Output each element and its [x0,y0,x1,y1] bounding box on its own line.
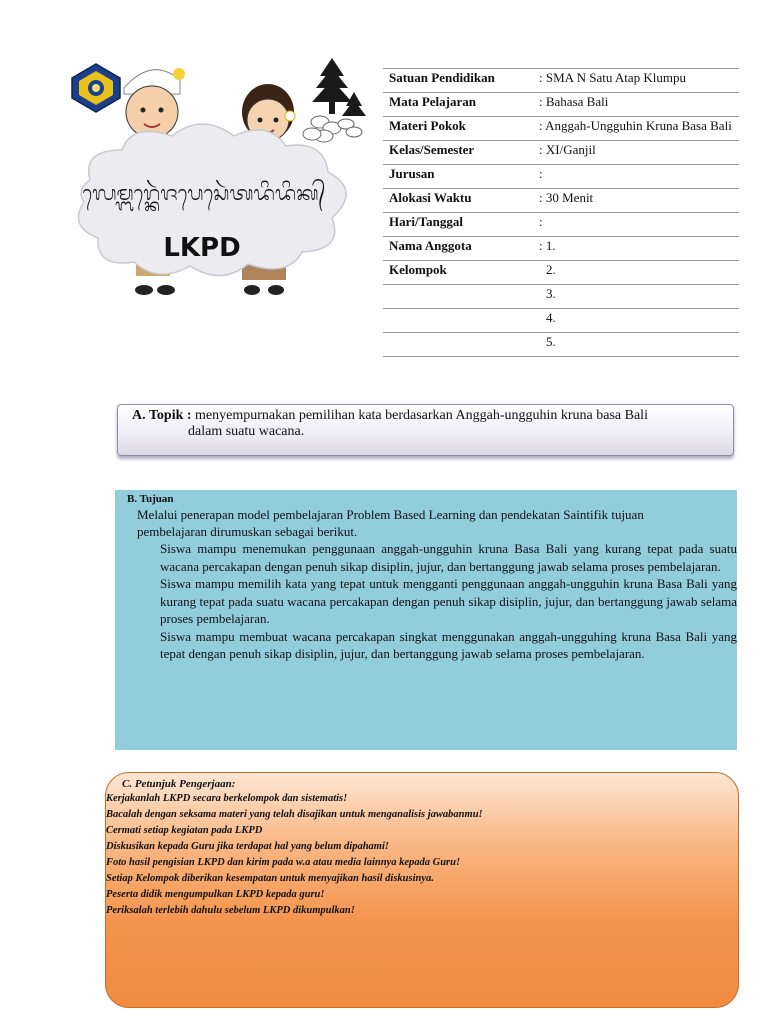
identity-row [383,237,739,261]
identity-row [383,189,739,213]
topik-text-2: dalam suatu wacana. [188,424,305,439]
identity-row [383,117,739,141]
petunjuk-step-5: Foto hasil pengisian LKPD dan kirim pada w.a atau media lainnya kepada Guru! [106,857,461,868]
identity-value: : 30 Menit [534,189,739,213]
topik-label: A. Topik : [132,408,192,423]
lkpd-cover-illustration [62,50,372,310]
petunjuk-heading: C. Petunjuk Pengerjaan: [122,778,236,790]
temple-icon [312,58,366,116]
petunjuk-step-8: Periksalah terlebih dahulu sebelum LKPD dikumpulkan! [106,905,355,916]
identity-row [383,309,739,333]
frangipani-flower-icon [303,116,362,142]
identity-value: : Anggah-Ungguhin Kruna Basa Bali [534,117,739,141]
petunjuk-step-1: Kerjakanlah LKPD secara berkelompok dan sistematis! [106,793,348,804]
identity-row [383,333,739,357]
identity-label: Kelompok [383,261,534,285]
lkpd-title: LKPD [163,233,241,263]
identity-label [383,309,534,333]
petunjuk-step-7: Peserta didik mengumpulkan LKPD kepada guru! [106,889,325,900]
identity-label: Mata Pelajaran [383,93,534,117]
tujuan-item-2: Siswa mampu memilih kata yang tepat untuk mengganti penggunaan anggah-ungguhin kruna Basa Bali yang kurang tepat pada suatu wacana percakapan dengan penuh sikap disiplin, jujur, dan bertanggung jawab selama proses pembelajaran. [160,576,737,626]
petunjuk-step-3: Cermati setiap kegiatan pada LKPD [106,825,263,836]
identity-row [383,213,739,237]
identity-label: Satuan Pendidikan [383,69,534,93]
identity-value: : [534,165,739,189]
identity-value: : XI/Ganjil [534,141,739,165]
tujuan-item-3: Siswa mampu membuat wacana percakapan singkat menggunakan anggah-ungguhing kruna Basa Bali yang tepat dengan penuh sikap disiplin, jujur, dan bertanggung jawab selama proses pembelajaran. [160,628,737,661]
identity-label: Kelas/Semester [383,141,534,165]
identity-value: : [534,213,739,237]
balinese-script-title: ᬮᬾᬫ᭄ᬩᬭ᭄ᬓᬾᬃᬚᬧᬾᬲᬾᬃᬢᬤᬶᬤᬶᬓ᭄ [82,181,326,205]
identity-label [383,333,534,357]
identity-value: 2. [534,261,739,285]
identity-label: Nama Anggota [383,237,534,261]
tujuan-item-1: Siswa mampu menemukan penggunaan anggah-ungguhin kruna Basa Bali yang kurang tepat pada suatu wacana percakapan dengan penuh sikap disiplin, jujur, dan bertanggung jawab selama proses pembelajaran. [160,541,737,574]
identity-value: 3. [534,285,739,309]
tujuan-intro: Melalui penerapan model pembelajaran Problem Based Learning dan pendekatan Saintifik tujuan pembelajaran dirumuskan sebagai berikut. [137,507,644,539]
topik-box [117,404,734,456]
petunjuk-step-6: Setiap Kelompok diberikan kesempatan untuk menyajikan hasil diskusinya. [106,873,434,884]
petunjuk-section [105,772,739,1008]
identity-label [383,285,534,309]
identity-value: : SMA N Satu Atap Klumpu [534,69,739,93]
identity-row [383,261,739,285]
identity-row [383,93,739,117]
identity-row [383,141,739,165]
topik-text-1: menyempurnakan pemilihan kata berdasarkan Anggah-ungguhin kruna basa Bali [195,408,648,423]
identity-value: 5. [534,333,739,357]
identity-table-body [383,69,739,357]
identity-row [383,69,739,93]
school-logo [72,64,120,112]
identity-label: Materi Pokok [383,117,534,141]
identity-value: 4. [534,309,739,333]
identity-value: : 1. [534,237,739,261]
tujuan-section [115,490,737,750]
identity-value: : Bahasa Bali [534,93,739,117]
petunjuk-step-4: Diskusikan kepada Guru jika terdapat hal yang belum dipahami! [106,841,389,852]
petunjuk-step-2: Bacalah dengan seksama materi yang telah disajikan untuk menganalisis jawabanmu! [106,809,483,820]
tujuan-heading: B. Tujuan [127,493,174,505]
identity-row [383,285,739,309]
identity-table [383,68,739,357]
identity-row [383,165,739,189]
identity-label: Hari/Tanggal [383,213,534,237]
topik-line-1 [132,408,733,424]
identity-label: Alokasi Waktu [383,189,534,213]
identity-label: Jurusan [383,165,534,189]
